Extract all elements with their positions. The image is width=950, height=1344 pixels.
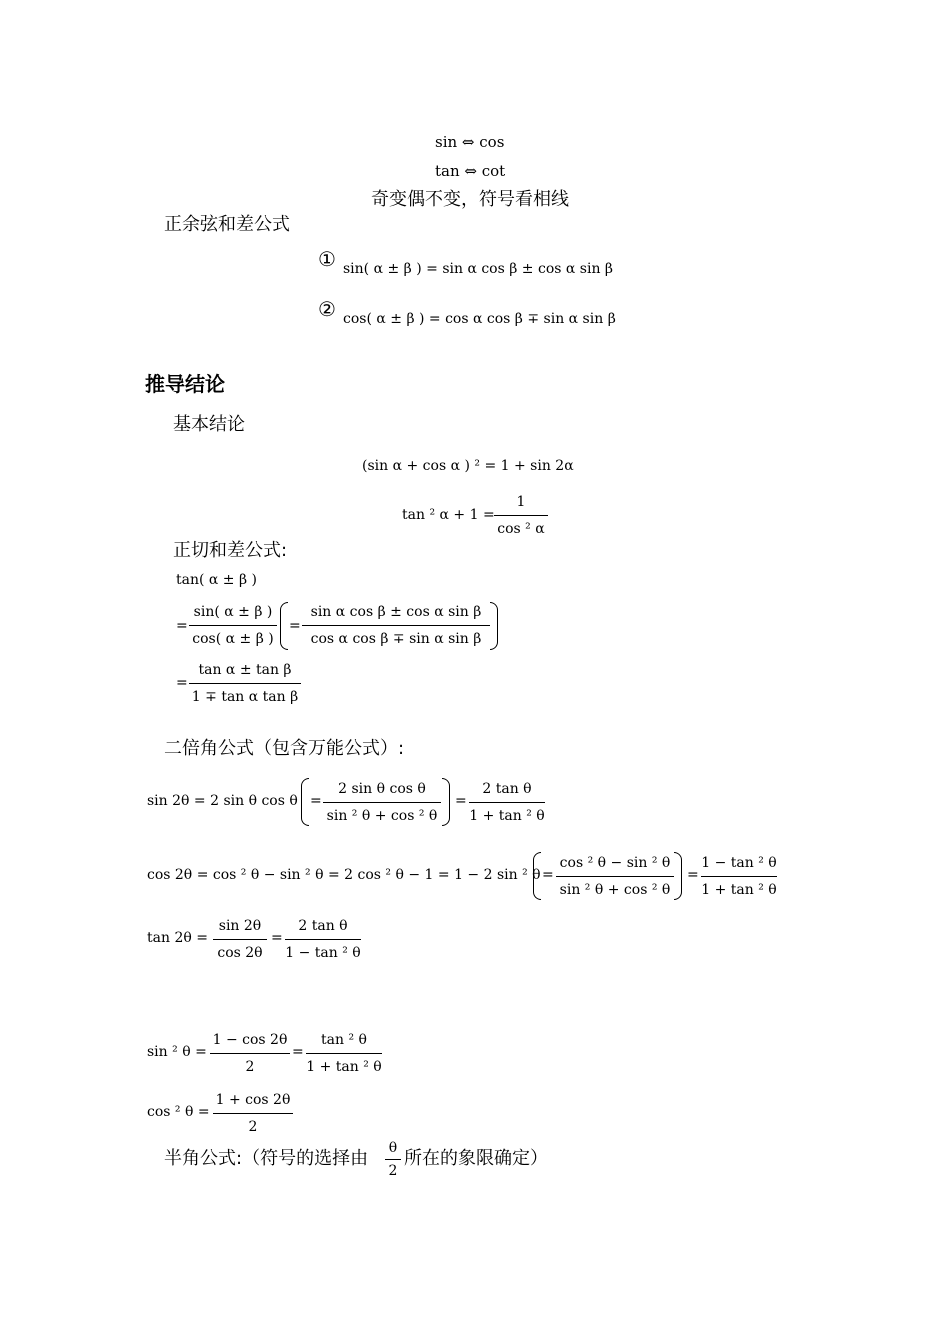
- fraction-numerator: 2 tan θ: [298, 918, 348, 934]
- theta-over-two-fraction: [385, 1140, 401, 1180]
- cos-sum-diff-formula: cos( α ± β ) = cos α cos β ∓ sin α sin β: [343, 311, 616, 327]
- tan-double-angle-lhs: tan 2θ =: [147, 930, 208, 946]
- fraction-denominator: 1 + tan ² θ: [701, 882, 777, 898]
- basic-formula-2-fraction: [494, 494, 548, 538]
- fraction-denominator: 1 ∓ tan α tan β: [191, 689, 299, 705]
- basic-formula-2-lhs: tan ² α + 1 =: [402, 507, 495, 523]
- tan-sum-diff-label: 正切和差公式:: [173, 540, 288, 561]
- fraction-bar: [285, 939, 361, 940]
- sin-double-angle-lhs: sin 2θ = 2 sin θ cos θ: [147, 793, 298, 809]
- equals-sign: =: [176, 618, 188, 634]
- half-angle-label-start: 半角公式:（符号的选择由: [164, 1148, 369, 1169]
- right-parenthesis: [442, 778, 450, 826]
- fraction-numerator: 1 + cos 2θ: [215, 1092, 291, 1108]
- sin-squared-lhs: sin ² θ =: [147, 1044, 207, 1060]
- fraction-bar: [494, 515, 548, 516]
- fraction-numerator: sin 2θ: [218, 918, 262, 934]
- tan-sum-diff-lhs: tan( α ± β ): [176, 572, 257, 588]
- equals-sign: =: [542, 867, 554, 883]
- tan-sum-diff-fraction-2: [302, 604, 490, 648]
- induction-mnemonic: 奇变偶不变，符号看相线: [371, 189, 569, 210]
- cos-squared-lhs: cos ² θ =: [147, 1104, 210, 1120]
- fraction-denominator: cos 2θ: [217, 945, 263, 961]
- fraction-denominator: 2: [388, 1163, 398, 1179]
- fraction-bar: [306, 1053, 382, 1054]
- equals-sign: =: [289, 618, 301, 634]
- fraction-numerator: sin α cos β ± cos α sin β: [310, 604, 482, 620]
- fraction-denominator: cos α cos β ∓ sin α sin β: [310, 631, 482, 647]
- formula-marker-1: ①: [318, 247, 336, 271]
- formula-marker-2: ②: [318, 297, 336, 321]
- fraction-numerator: 1 − cos 2θ: [212, 1032, 288, 1048]
- tan-double-angle-fraction-1: [213, 918, 267, 962]
- equals-sign: =: [271, 930, 283, 946]
- fraction-numerator: 1 − tan ² θ: [701, 855, 777, 871]
- fraction-bar: [556, 876, 674, 877]
- cos-double-angle-fraction-2: [701, 855, 777, 899]
- tan-sum-diff-fraction-3: [189, 662, 301, 706]
- right-parenthesis: [674, 852, 682, 900]
- cos-double-angle-fraction-1: [556, 855, 674, 899]
- fraction-bar: [469, 802, 545, 803]
- fraction-numerator: tan ² θ: [321, 1032, 367, 1048]
- fraction-numerator: θ: [388, 1140, 398, 1156]
- fraction-bar: [210, 1053, 290, 1054]
- fraction-denominator: cos ² α: [497, 521, 545, 537]
- sin-double-angle-fraction-2: [469, 781, 545, 825]
- fraction-bar: [302, 625, 490, 626]
- tan-double-angle-fraction-2: [285, 918, 361, 962]
- basic-formula-1: (sin α + cos α ) ² = 1 + sin 2α: [362, 458, 574, 474]
- sin-squared-fraction-2: [306, 1032, 382, 1076]
- left-parenthesis: [301, 778, 309, 826]
- equals-sign: =: [310, 793, 322, 809]
- fraction-bar: [385, 1159, 401, 1160]
- fraction-bar: [323, 802, 441, 803]
- left-parenthesis: [533, 852, 541, 900]
- fraction-denominator: 2: [245, 1059, 255, 1075]
- fraction-bar: [189, 683, 301, 684]
- sin-squared-fraction-1: [210, 1032, 290, 1076]
- right-parenthesis: [490, 602, 498, 650]
- equals-sign: =: [176, 675, 188, 691]
- fraction-denominator: sin ² θ + cos ² θ: [559, 882, 671, 898]
- fraction-numerator: sin( α ± β ): [193, 604, 273, 620]
- fraction-denominator: 1 − tan ² θ: [285, 945, 361, 961]
- left-parenthesis: [280, 602, 288, 650]
- fraction-denominator: sin ² θ + cos ² θ: [326, 808, 438, 824]
- fraction-denominator: 1 + tan ² θ: [469, 808, 545, 824]
- fraction-denominator: 2: [248, 1119, 258, 1135]
- fraction-numerator: cos ² θ − sin ² θ: [559, 855, 671, 871]
- tan-sum-diff-fraction-1: [189, 604, 277, 648]
- fraction-bar: [701, 876, 777, 877]
- basic-conclusion-label: 基本结论: [173, 414, 245, 435]
- fraction-bar: [213, 939, 267, 940]
- fraction-bar: [189, 625, 277, 626]
- derived-heading: 推导结论: [145, 372, 225, 396]
- fraction-denominator: 1 + tan ² θ: [306, 1059, 382, 1075]
- cos-squared-fraction-1: [213, 1092, 293, 1136]
- fraction-numerator: 2 tan θ: [482, 781, 532, 797]
- fraction-numerator: 1: [516, 494, 526, 510]
- cos-double-angle-lhs: cos 2θ = cos ² θ − sin ² θ = 2 cos ² θ − 1 = 1 − 2 sin ² θ: [147, 867, 541, 883]
- sin-sum-diff-formula: sin( α ± β ) = sin α cos β ± cos α sin β: [343, 261, 614, 277]
- sum-diff-label: 正余弦和差公式: [164, 214, 290, 235]
- fraction-bar: [213, 1113, 293, 1114]
- sin-double-angle-fraction-1: [323, 781, 441, 825]
- fraction-numerator: 2 sin θ cos θ: [338, 781, 426, 797]
- double-angle-label: 二倍角公式（包含万能公式）:: [164, 738, 405, 759]
- induction-line-sin-cos: sin ⇔ cos: [435, 133, 505, 151]
- fraction-denominator: cos( α ± β ): [192, 631, 274, 647]
- equals-sign: =: [292, 1044, 304, 1060]
- half-angle-label-end: 所在的象限确定）: [404, 1148, 548, 1169]
- equals-sign: =: [455, 793, 467, 809]
- induction-line-tan-cot: tan ⇔ cot: [435, 162, 506, 180]
- fraction-numerator: tan α ± tan β: [198, 662, 292, 678]
- equals-sign: =: [687, 867, 699, 883]
